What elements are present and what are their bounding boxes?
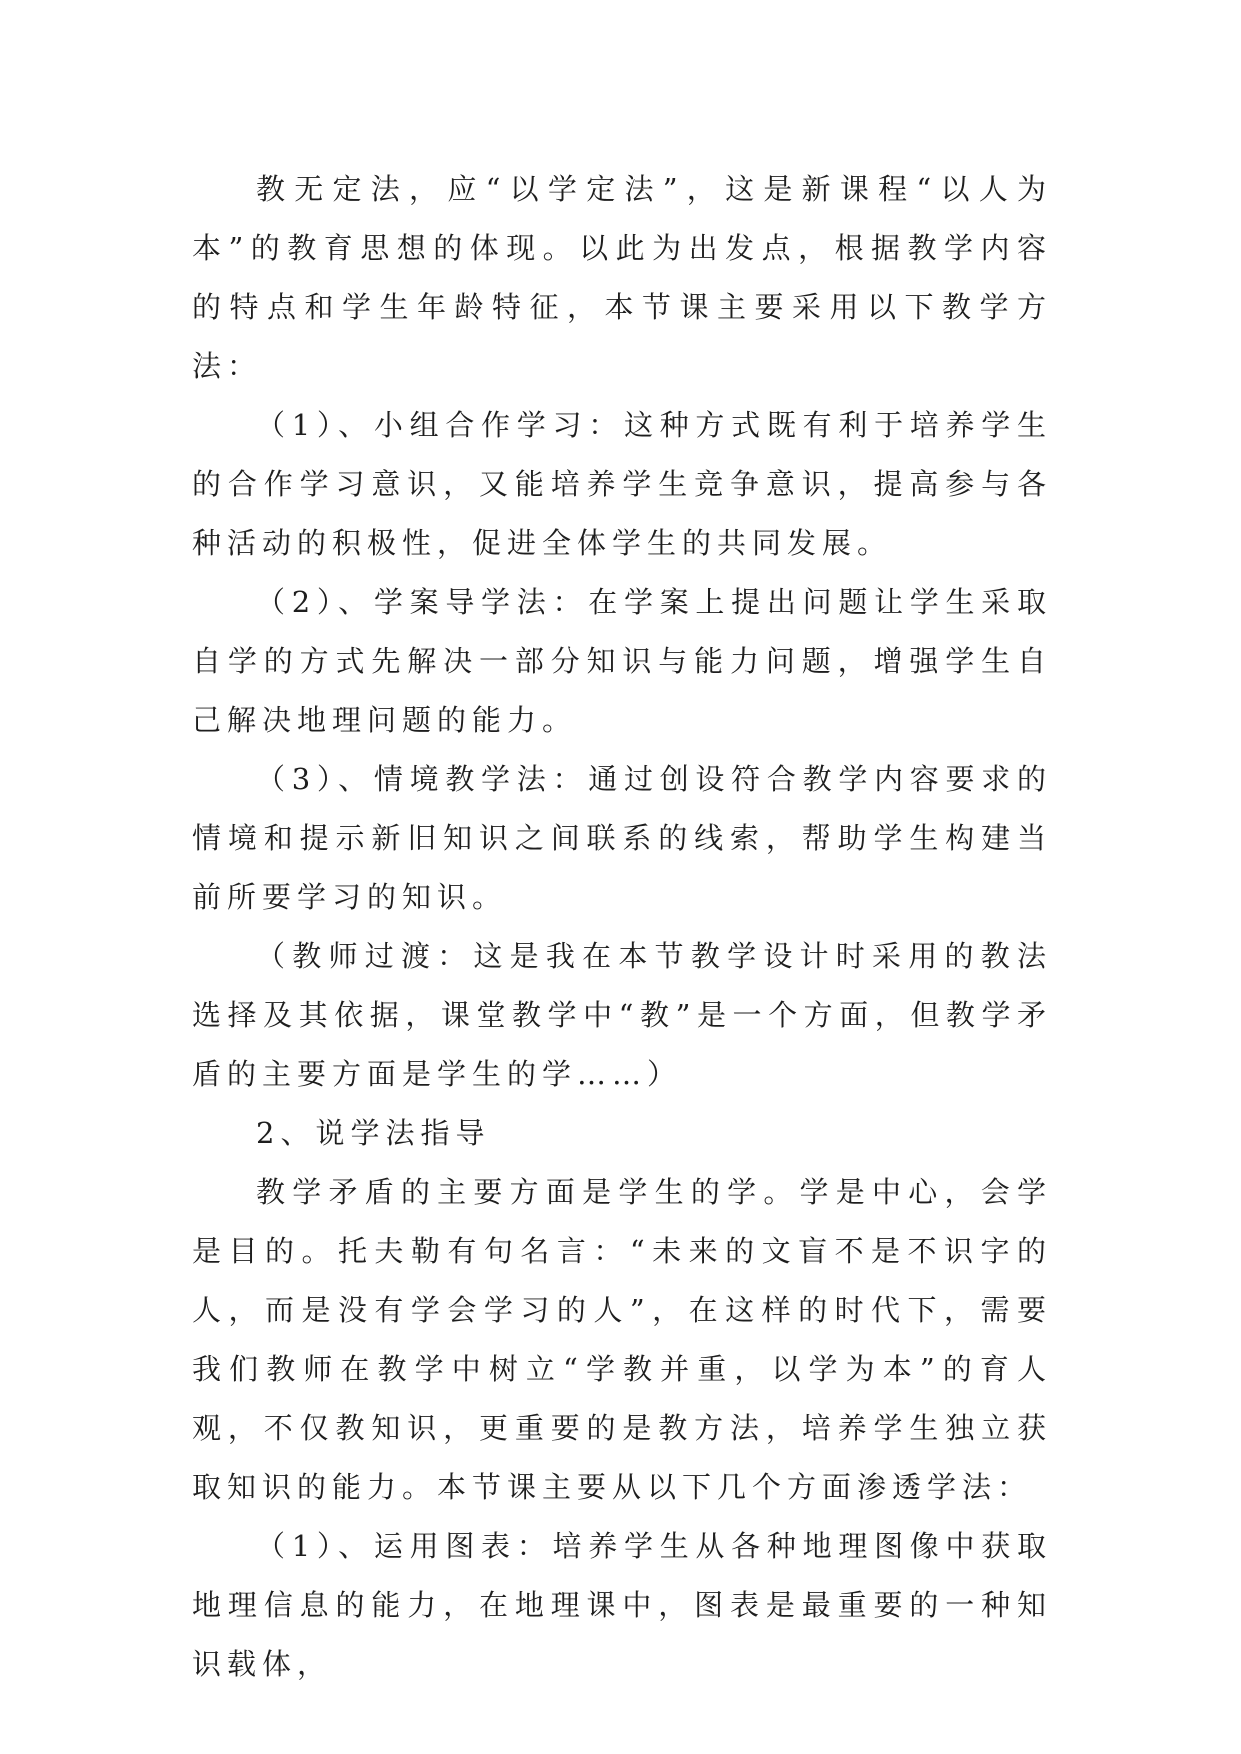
paragraph-teaching-method-intro: 教无定法，应“以学定法”，这是新课程“以人为本”的教育思想的体现。以此为出发点，根据教学内容的特点和学生年龄特征，本节课主要采用以下教学方法：	[192, 172, 1052, 383]
paragraph-situational-teaching: （3）、情境教学法：通过创设符合教学内容要求的情境和提示新旧知识之间联系的线索，帮助学生构建当前所要学习的知识。	[192, 762, 1052, 914]
paragraph-study-guide-method: （2）、学案导学法：在学案上提出问题让学生采取自学的方式先解决一部分知识与能力问题，增强学生自己解决地理问题的能力。	[192, 585, 1052, 737]
section-heading-learning-guidance: 2、说学法指导	[256, 1116, 491, 1150]
paragraph-using-charts: （1）、运用图表：培养学生从各种地理图像中获取地理信息的能力，在地理课中，图表是最重要的一种知识载体，	[192, 1529, 1052, 1681]
document-body	[192, 160, 1052, 1694]
paragraph-learning-guidance-body: 教学矛盾的主要方面是学生的学。学是中心，会学是目的。托夫勒有句名言：“未来的文盲不是不识字的人，而是没有学会学习的人”，在这样的时代下，需要我们教师在教学中树立“学教并重，以学为本”的育人观，不仅教知识，更重要的是教方法，培养学生独立获取知识的能力。本节课主要从以下几个方面渗透学法：	[192, 1175, 1052, 1504]
paragraph-teacher-transition: （教师过渡：这是我在本节教学设计时采用的教法选择及其依据，课堂教学中“教”是一个方面，但教学矛盾的主要方面是学生的学……）	[192, 939, 1052, 1091]
paragraph-group-cooperation: （1）、小组合作学习：这种方式既有利于培养学生的合作学习意识，又能培养学生竞争意识，提高参与各种活动的积极性，促进全体学生的共同发展。	[192, 408, 1052, 560]
